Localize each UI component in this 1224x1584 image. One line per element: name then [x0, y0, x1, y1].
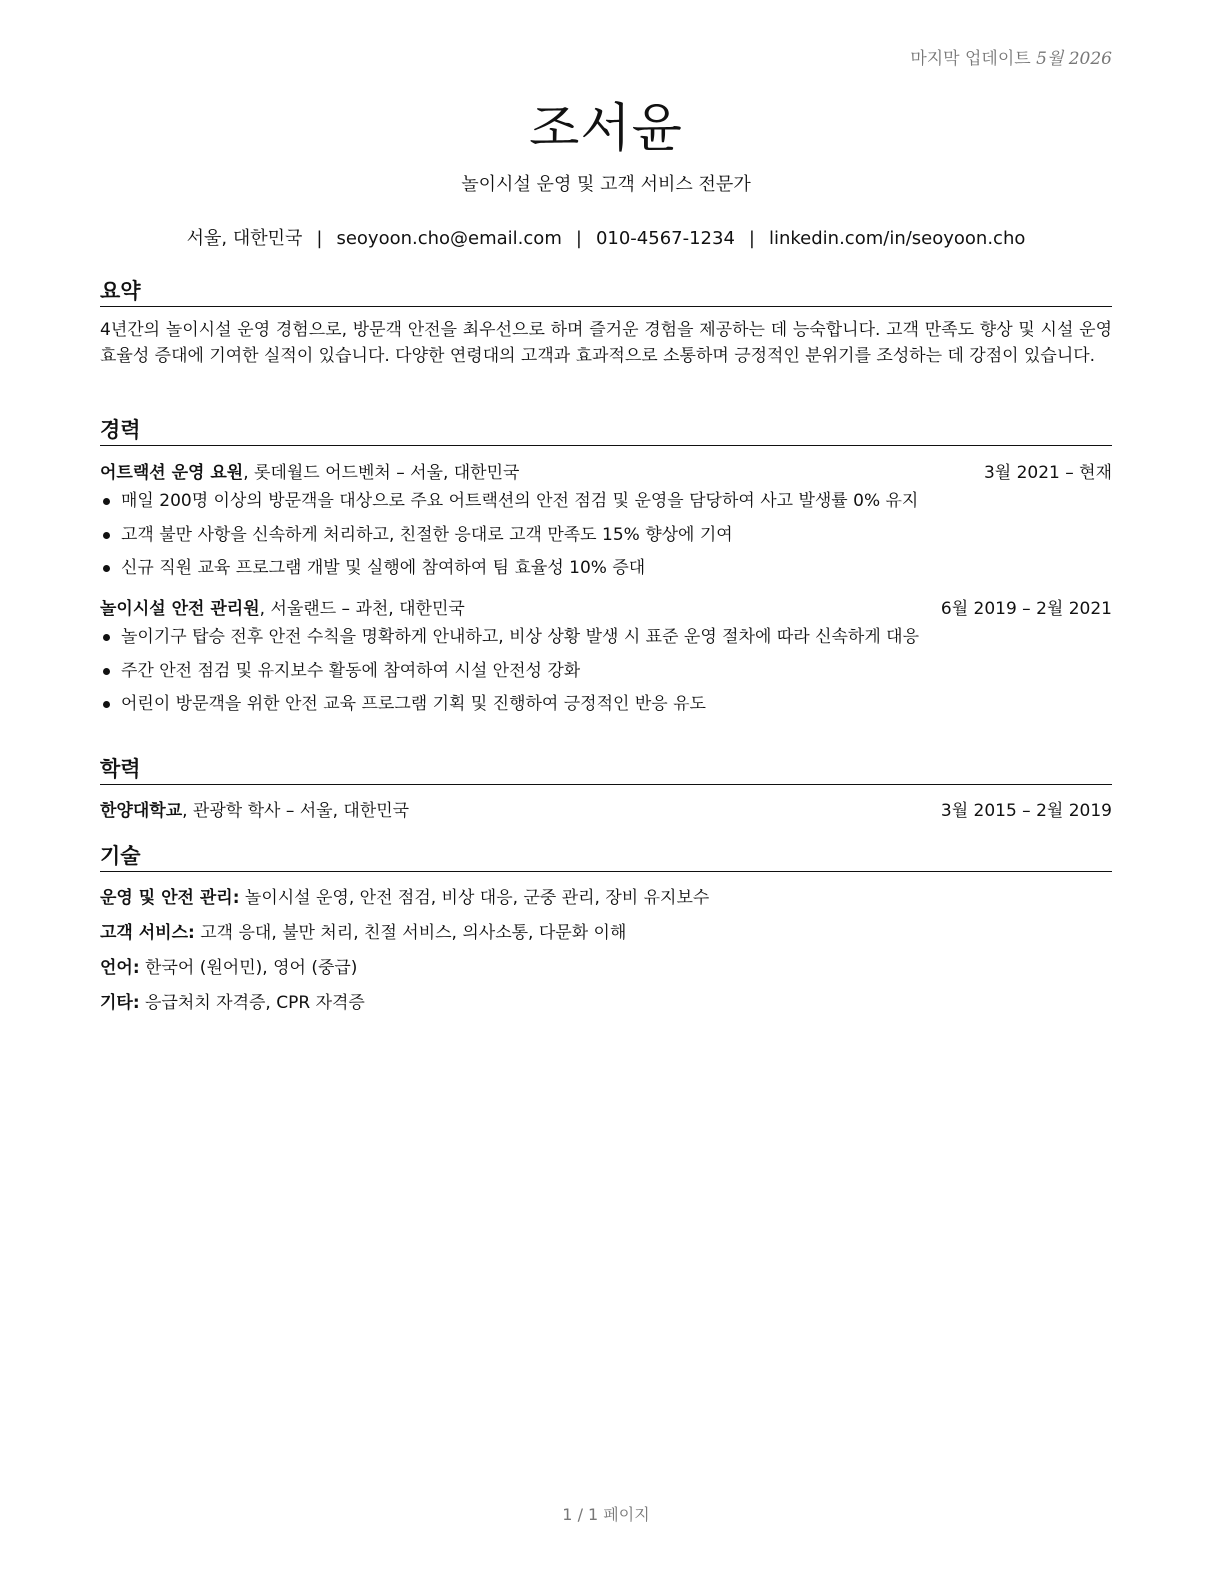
education-title-line: [100, 799, 409, 823]
bullet-item: [100, 556, 1112, 580]
contact-phone[interactable]: 010-4567-1234: [595, 228, 735, 249]
candidate-name: 조서윤: [529, 99, 683, 159]
bullet-item: [100, 692, 1112, 716]
job-dates: 3월 2021 – 현재: [983, 463, 1112, 483]
education-entry: [100, 799, 1112, 823]
job-bullets: [100, 625, 1112, 716]
bullet-dot-icon: [103, 634, 110, 641]
education-section: [100, 756, 1112, 823]
job-title-line: [100, 597, 465, 621]
job-role: 어트랙션 운영 요원: [100, 463, 244, 483]
bullet-text: 매일 200명 이상의 방문객을 대상으로 주요 어트랙션의 안전 점검 및 운영을 담당하여 사고 발생률 0% 유지: [121, 491, 919, 511]
contact-email[interactable]: seoyoon.cho@email.com: [336, 228, 562, 249]
contact-location: 서울, 대한민국: [186, 228, 303, 249]
job-header: [100, 597, 1112, 621]
bullet-dot-icon: [103, 498, 110, 505]
bullet-text: 주간 안전 점검 및 유지보수 활동에 참여하여 시설 안전성 강화: [121, 660, 581, 681]
skills-section: [100, 843, 1112, 1026]
experience-title: 경력: [100, 417, 1112, 446]
contact-linkedin[interactable]: linkedin.com/in/seoyoon.cho: [768, 228, 1026, 249]
skill-label: 기타:: [100, 993, 140, 1013]
bullet-item: [100, 489, 1112, 513]
bullet-text: 놀이기구 탑승 전후 안전 수칙을 명확하게 안내하고, 비상 상황 발생 시 표준 운영 절차에 따라 신속하게 대응: [121, 627, 920, 648]
skills-title: 기술: [100, 843, 1112, 872]
bullet-dot-icon: [103, 565, 110, 572]
experience-section: [100, 417, 1112, 726]
skill-row: [100, 921, 1112, 945]
summary-text: 4년간의 놀이시설 운영 경험으로, 방문객 안전을 최우선으로 하며 즐거운 경험을 제공하는 데 능숙합니다. 고객 만족도 향상 및 시설 운영 효율성 증대에 기여한 실적이 있습니다. 다양한 연령대의 고객과 효과적으로 소통하며 긍정적인 분위기를 조성하는 데 강점이 있습니다.: [100, 320, 1112, 366]
contact-separator: |: [575, 228, 582, 249]
summary-title: 요약: [100, 278, 1112, 307]
skill-value: 고객 응대, 불만 처리, 친절 서비스, 의사소통, 다문화 이해: [194, 923, 627, 943]
job-org: , 서울랜드 – 과천, 대한민국: [259, 599, 465, 620]
skill-label: 고객 서비스:: [100, 923, 195, 943]
last-updated: [910, 44, 1112, 69]
education-title: 학력: [100, 756, 1112, 785]
last-updated-date: 5월 2026: [1036, 49, 1112, 69]
education-school: 한양대학교: [100, 801, 183, 821]
education-detail: , 관광학 학사 – 서울, 대한민국: [182, 801, 410, 821]
contact-line: [100, 224, 1112, 250]
resume-page: [100, 0, 1112, 1584]
job-role: 놀이시설 안전 관리원: [100, 599, 260, 620]
skill-row: [100, 956, 1112, 980]
skill-value: 한국어 (원어민), 영어 (중급): [139, 958, 358, 978]
skills-list: [100, 886, 1112, 1015]
job-entry: [100, 597, 1112, 716]
bullet-item: [100, 523, 1112, 547]
summary-section: [100, 278, 1112, 369]
job-dates: 6월 2019 – 2월 2021: [940, 599, 1112, 620]
contact-separator: |: [748, 228, 755, 249]
skill-label: 운영 및 안전 관리:: [100, 888, 240, 908]
candidate-tagline: 놀이시설 운영 및 고객 서비스 전문가: [461, 174, 751, 195]
job-title-line: [100, 461, 519, 485]
skill-row: [100, 991, 1112, 1015]
last-updated-label: 마지막 업데이트: [910, 49, 1031, 69]
job-org: , 롯데월드 어드벤처 – 서울, 대한민국: [243, 463, 520, 483]
bullet-dot-icon: [103, 668, 110, 675]
bullet-text: 신규 직원 교육 프로그램 개발 및 실행에 참여하여 팀 효율성 10% 증대: [121, 558, 646, 579]
job-bullets: [100, 489, 1112, 580]
skill-label: 언어:: [100, 958, 140, 978]
skill-row: [100, 886, 1112, 910]
skill-value: 응급처치 자격증, CPR 자격증: [139, 993, 365, 1013]
bullet-text: 고객 불만 사항을 신속하게 처리하고, 친절한 응대로 고객 만족도 15% 향상에 기여: [121, 524, 733, 545]
bullet-text: 어린이 방문객을 위한 안전 교육 프로그램 기획 및 진행하여 긍정적인 반응 유도: [121, 694, 706, 715]
education-dates: 3월 2015 – 2월 2019: [940, 801, 1112, 821]
bullet-item: [100, 625, 1112, 649]
bullet-dot-icon: [103, 532, 110, 539]
contact-separator: |: [316, 228, 323, 249]
job-header: [100, 461, 1112, 485]
bullet-item: [100, 659, 1112, 683]
page-number: 1 / 1 페이지: [562, 1505, 650, 1524]
job-entry: [100, 461, 1112, 580]
bullet-dot-icon: [103, 701, 110, 708]
skill-value: 놀이시설 운영, 안전 점검, 비상 대응, 군중 관리, 장비 유지보수: [239, 888, 710, 908]
